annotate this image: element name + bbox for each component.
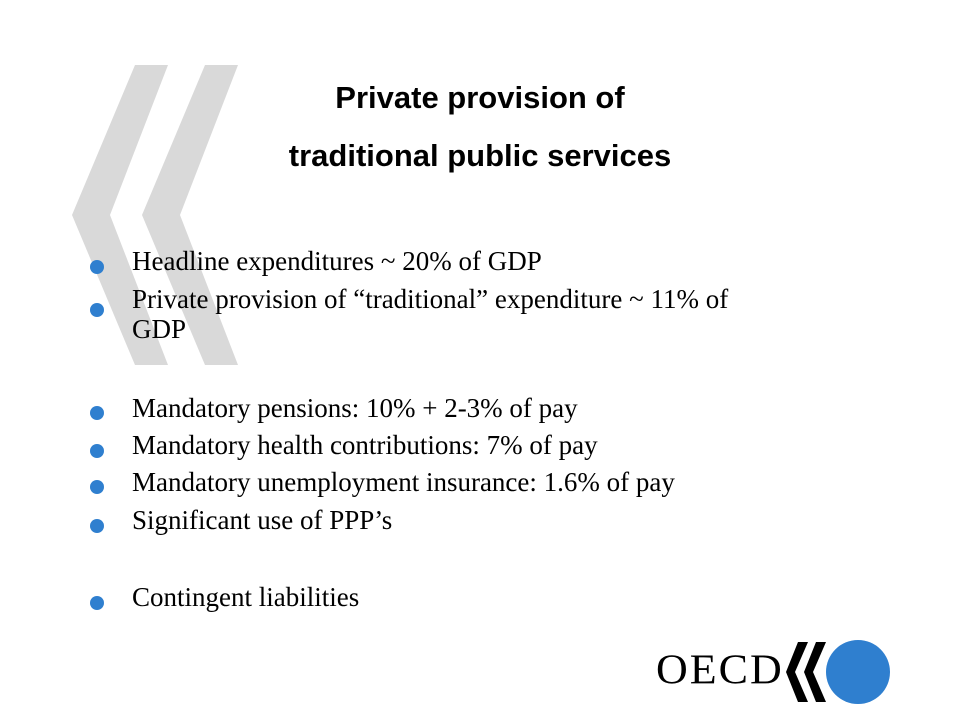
bullet-text: Private provision of “traditional” expenditure ~ 11% of	[132, 284, 729, 314]
bullet-dot-icon	[90, 444, 104, 458]
oecd-logo-text: OECD	[656, 646, 784, 693]
bullet-dot-icon	[90, 519, 104, 533]
bullet-text: Contingent liabilities	[132, 582, 360, 612]
slide-title-line-2: traditional public services	[288, 138, 672, 173]
bullet-text: Headline expenditures ~ 20% of GDP	[132, 246, 542, 276]
bullet-dot-icon	[90, 406, 104, 420]
bullet-dot-icon	[90, 596, 104, 610]
bullet-text: Mandatory unemployment insurance: 1.6% of pay	[132, 467, 675, 497]
bullet-text-continued: GDP	[132, 314, 187, 344]
bullet-dot-icon	[90, 303, 104, 317]
oecd-logo	[656, 636, 890, 708]
bullet-text: Mandatory pensions: 10% + 2-3% of pay	[132, 393, 578, 423]
bullet-dot-icon	[90, 260, 104, 274]
oecd-logo-icon	[784, 636, 890, 708]
bullet-text: Significant use of PPP’s	[132, 505, 393, 535]
bullet-dot-icon	[90, 480, 104, 494]
bullet-text: Mandatory health contributions: 7% of pay	[132, 430, 598, 460]
slide-title-line-1: Private provision of	[335, 80, 625, 115]
